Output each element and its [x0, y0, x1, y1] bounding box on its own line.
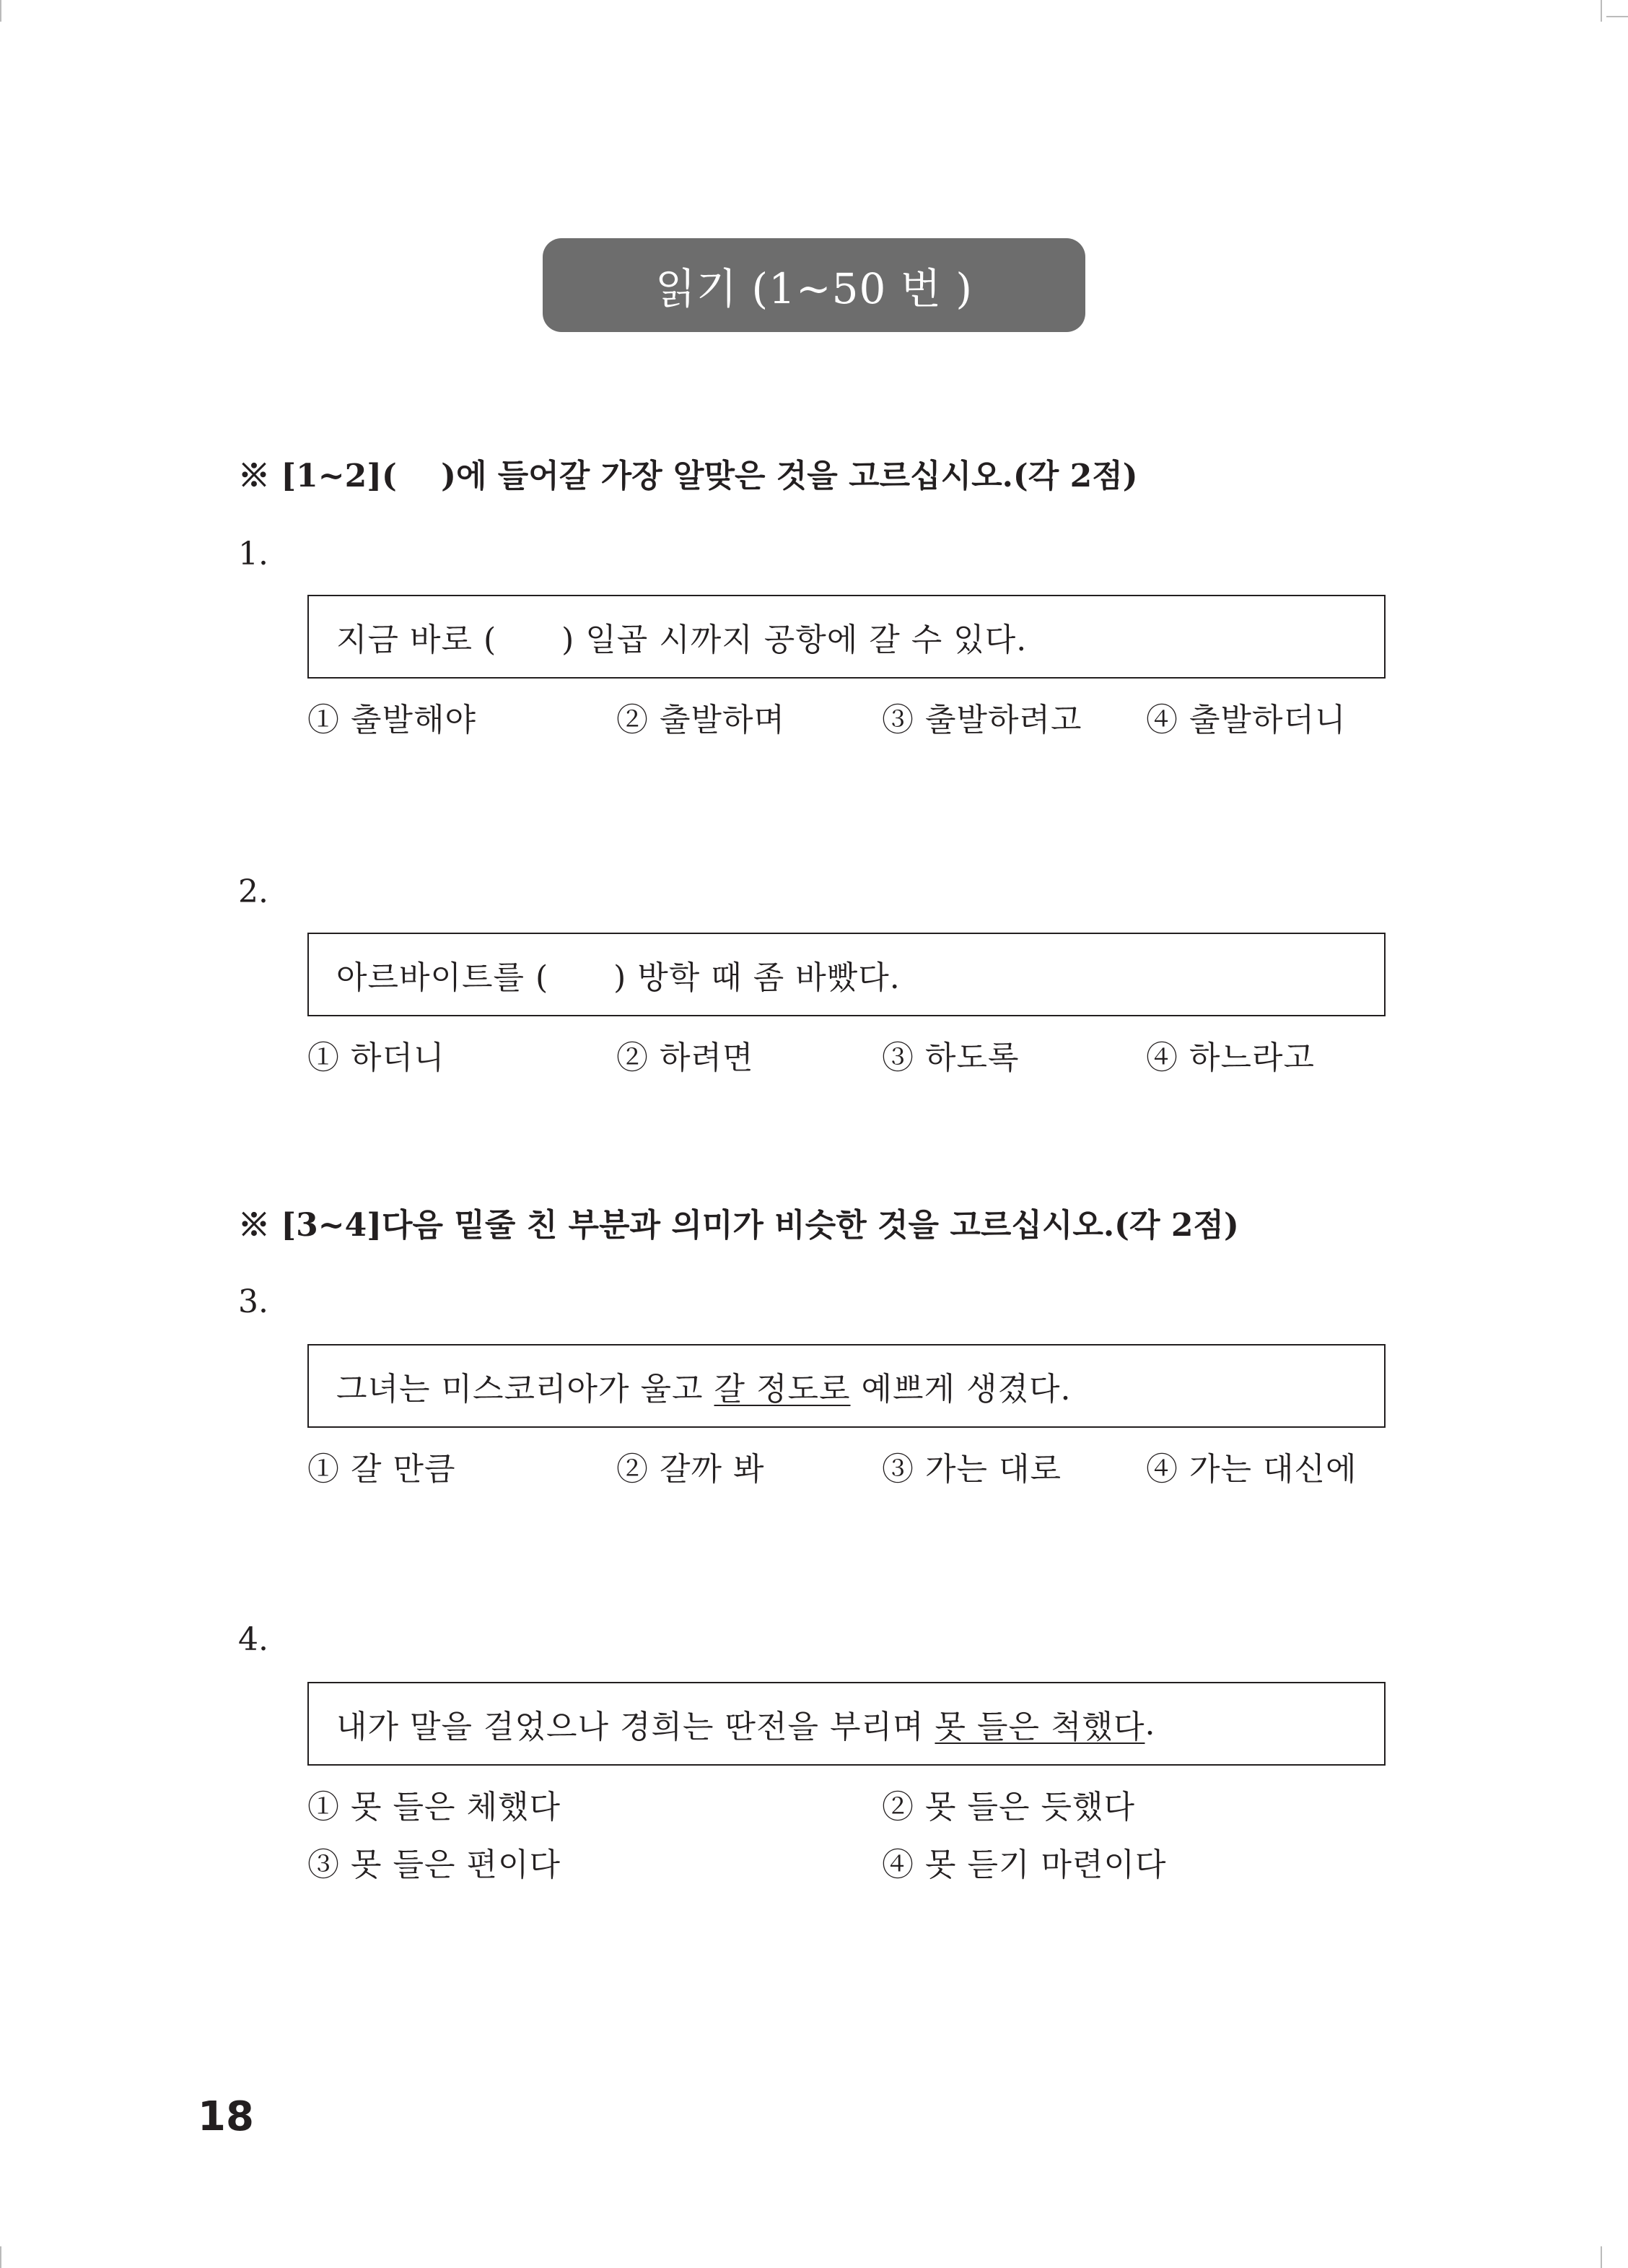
question-prompt-box [307, 933, 1386, 1016]
question-prompt: 아르바이트를 ( ) 방학 때 좀 바빴다. [336, 959, 901, 996]
section-title: 읽기 (1~50 번 ) [655, 264, 973, 313]
option-3[interactable]: ③ 가는 대로 [882, 1451, 1062, 1488]
option-4[interactable]: ④ 가는 대신에 [1146, 1451, 1357, 1488]
option-3[interactable]: ③ 출발하려고 [882, 702, 1082, 738]
question-prompt-before: 내가 말을 걸었으나 경희는 딴전을 부리며 [336, 1709, 935, 1745]
question-prompt: 지금 바로 ( ) 일곱 시까지 공항에 갈 수 있다. [336, 621, 1028, 658]
instruction-1-2: ※ [1~2]( )에 들어갈 가장 알맞은 것을 고르십시오.(각 2점) [238, 458, 1138, 494]
option-2[interactable]: ② 못 들은 듯했다 [882, 1789, 1135, 1826]
question-prompt-box [307, 1682, 1386, 1766]
question-number: 1. [238, 536, 268, 572]
option-4[interactable]: ④ 출발하더니 [1146, 702, 1347, 738]
option-4[interactable]: ④ 하느라고 [1146, 1039, 1316, 1076]
crop-mark-bottom-right [1601, 2246, 1602, 2268]
question-prompt-box [307, 595, 1386, 679]
question-prompt-underlined: 갈 정도로 [714, 1371, 851, 1408]
question-prompt-after: 예쁘게 생겼다. [850, 1371, 1072, 1408]
crop-mark-top-left [0, 0, 1, 22]
option-1[interactable]: ① 못 들은 체했다 [307, 1789, 561, 1826]
crop-mark-bottom-left [0, 2246, 1, 2268]
question-number: 2. [238, 873, 268, 910]
question-number: 3. [238, 1283, 268, 1320]
crop-mark-top-right-h [1606, 16, 1628, 17]
option-2[interactable]: ② 출발하며 [616, 702, 786, 738]
question-prompt-after: . [1145, 1705, 1156, 1743]
question-prompt-box [307, 1344, 1386, 1428]
option-1[interactable]: ① 갈 만큼 [307, 1451, 456, 1488]
page-number: 18 [198, 2093, 254, 2140]
option-3[interactable]: ③ 하도록 [882, 1039, 1020, 1076]
option-2[interactable]: ② 갈까 봐 [616, 1451, 765, 1488]
option-2[interactable]: ② 하려면 [616, 1039, 754, 1076]
section-title-banner [543, 238, 1085, 332]
option-1[interactable]: ① 출발해야 [307, 702, 477, 738]
option-4[interactable]: ④ 못 듣기 마련이다 [882, 1846, 1167, 1883]
question-prompt-underlined: 못 들은 척했다 [935, 1709, 1145, 1745]
option-1[interactable]: ① 하더니 [307, 1039, 445, 1076]
instruction-3-4: ※ [3~4]다음 밑줄 친 부분과 의미가 비슷한 것을 고르십시오.(각 2점) [238, 1207, 1239, 1244]
question-prompt-before: 그녀는 미스코리아가 울고 [336, 1371, 714, 1408]
question-number: 4. [238, 1621, 268, 1658]
option-3[interactable]: ③ 못 들은 편이다 [307, 1846, 561, 1883]
crop-mark-top-right [1601, 0, 1602, 22]
